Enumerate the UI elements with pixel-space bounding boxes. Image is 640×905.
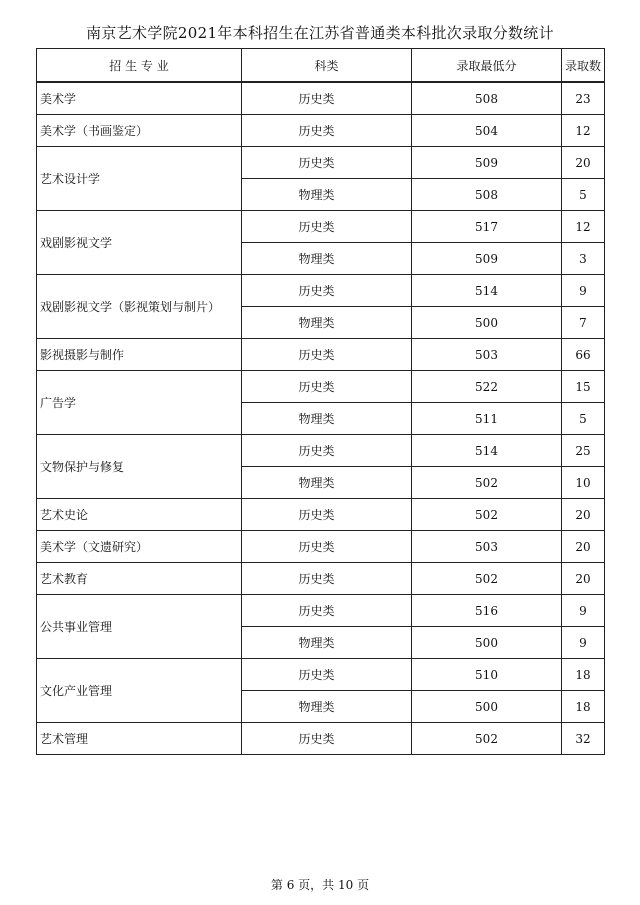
min-score-cell: 514 (412, 275, 562, 307)
count-cell: 9 (562, 275, 605, 307)
subject-cell: 物理类 (242, 179, 412, 211)
major-cell: 文物保护与修复 (37, 435, 242, 499)
subject-cell: 历史类 (242, 595, 412, 627)
min-score-cell: 502 (412, 563, 562, 595)
count-cell: 9 (562, 627, 605, 659)
subject-cell: 物理类 (242, 403, 412, 435)
table-row (37, 659, 605, 691)
subject-cell: 历史类 (242, 563, 412, 595)
major-cell: 美术学（书画鉴定） (37, 115, 242, 147)
major-cell: 文化产业管理 (37, 659, 242, 723)
table-row (37, 499, 605, 531)
subject-cell: 历史类 (242, 82, 412, 115)
count-cell: 66 (562, 339, 605, 371)
min-score-cell: 500 (412, 627, 562, 659)
subject-cell: 物理类 (242, 627, 412, 659)
table-row (37, 115, 605, 147)
min-score-cell: 508 (412, 82, 562, 115)
major-cell: 艺术管理 (37, 723, 242, 755)
count-cell: 18 (562, 691, 605, 723)
table-row (37, 531, 605, 563)
table-row (37, 339, 605, 371)
count-cell: 18 (562, 659, 605, 691)
count-cell: 20 (562, 499, 605, 531)
major-cell: 艺术教育 (37, 563, 242, 595)
min-score-cell: 511 (412, 403, 562, 435)
count-cell: 12 (562, 115, 605, 147)
count-cell: 20 (562, 531, 605, 563)
major-cell: 艺术史论 (37, 499, 242, 531)
count-cell: 32 (562, 723, 605, 755)
major-cell: 影视摄影与制作 (37, 339, 242, 371)
table-header-row (37, 49, 605, 83)
table-row (37, 82, 605, 115)
count-cell: 12 (562, 211, 605, 243)
table-row (37, 275, 605, 307)
subject-cell: 物理类 (242, 691, 412, 723)
subject-cell: 历史类 (242, 659, 412, 691)
major-cell: 戏剧影视文学（影视策划与制片） (37, 275, 242, 339)
subject-cell: 历史类 (242, 499, 412, 531)
min-score-cell: 500 (412, 307, 562, 339)
min-score-cell: 514 (412, 435, 562, 467)
min-score-cell: 517 (412, 211, 562, 243)
min-score-cell: 502 (412, 723, 562, 755)
subject-cell: 历史类 (242, 371, 412, 403)
table-row (37, 435, 605, 467)
table-row (37, 563, 605, 595)
table-row (37, 147, 605, 179)
min-score-cell: 516 (412, 595, 562, 627)
table-row (37, 211, 605, 243)
count-cell: 5 (562, 403, 605, 435)
subject-cell: 历史类 (242, 115, 412, 147)
min-score-cell: 502 (412, 499, 562, 531)
major-cell: 戏剧影视文学 (37, 211, 242, 275)
min-score-cell: 500 (412, 691, 562, 723)
min-score-cell: 509 (412, 147, 562, 179)
count-cell: 9 (562, 595, 605, 627)
table-row (37, 723, 605, 755)
count-cell: 15 (562, 371, 605, 403)
min-score-cell: 503 (412, 531, 562, 563)
min-score-cell: 502 (412, 467, 562, 499)
admission-score-table (36, 48, 605, 755)
subject-cell: 历史类 (242, 531, 412, 563)
min-score-cell: 508 (412, 179, 562, 211)
header-count: 录取数 (562, 49, 605, 83)
count-cell: 3 (562, 243, 605, 275)
table-row (37, 371, 605, 403)
min-score-cell: 509 (412, 243, 562, 275)
subject-cell: 历史类 (242, 275, 412, 307)
header-subject: 科类 (242, 49, 412, 83)
subject-cell: 物理类 (242, 307, 412, 339)
subject-cell: 历史类 (242, 339, 412, 371)
major-cell: 艺术设计学 (37, 147, 242, 211)
subject-cell: 历史类 (242, 211, 412, 243)
major-cell: 美术学 (37, 82, 242, 115)
table-row (37, 595, 605, 627)
subject-cell: 物理类 (242, 467, 412, 499)
major-cell: 广告学 (37, 371, 242, 435)
min-score-cell: 503 (412, 339, 562, 371)
subject-cell: 历史类 (242, 435, 412, 467)
page-footer: 第 6 页，共 10 页 (270, 878, 370, 892)
min-score-cell: 510 (412, 659, 562, 691)
major-cell: 公共事业管理 (37, 595, 242, 659)
count-cell: 20 (562, 147, 605, 179)
count-cell: 7 (562, 307, 605, 339)
subject-cell: 物理类 (242, 243, 412, 275)
page-title: 南京艺术学院2021年本科招生在江苏省普通类本科批次录取分数统计 (86, 24, 554, 42)
major-cell: 美术学（文遗研究） (37, 531, 242, 563)
header-min-score: 录取最低分 (412, 49, 562, 83)
table-body (37, 82, 605, 755)
min-score-cell: 522 (412, 371, 562, 403)
count-cell: 23 (562, 82, 605, 115)
count-cell: 25 (562, 435, 605, 467)
subject-cell: 历史类 (242, 723, 412, 755)
subject-cell: 历史类 (242, 147, 412, 179)
count-cell: 5 (562, 179, 605, 211)
min-score-cell: 504 (412, 115, 562, 147)
header-major: 招 生 专 业 (37, 49, 242, 83)
count-cell: 20 (562, 563, 605, 595)
count-cell: 10 (562, 467, 605, 499)
